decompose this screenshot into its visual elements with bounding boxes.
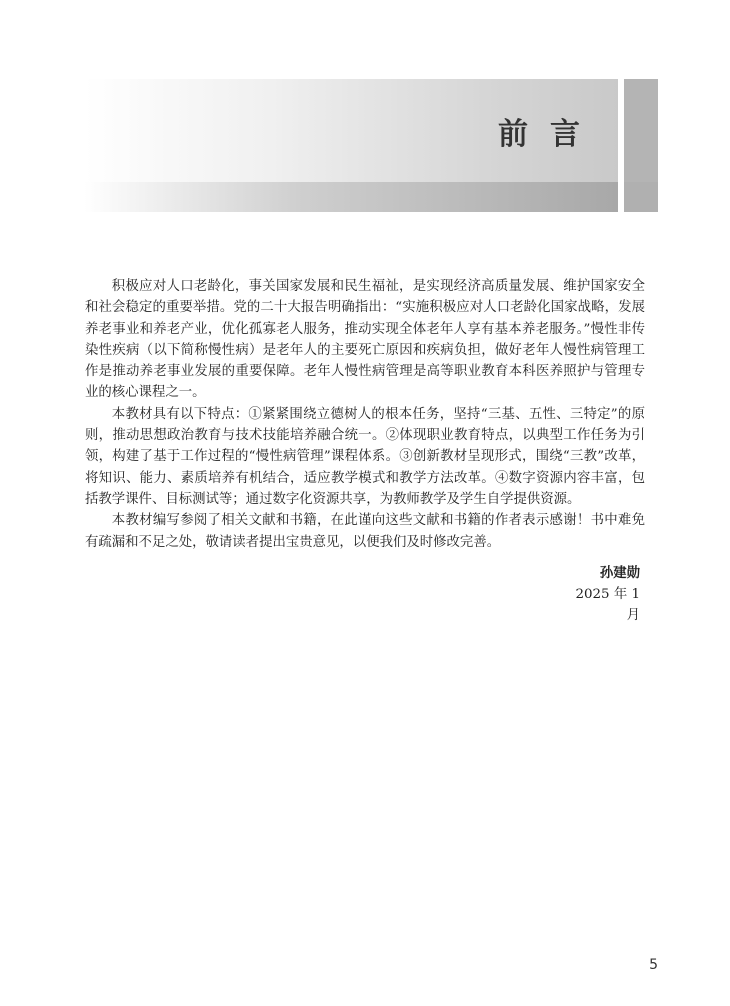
header-accent-block-small (624, 182, 658, 212)
paragraph-1: 积极应对人口老龄化，事关国家发展和民生福祉，是实现经济高质量发展、维护国家安全和社会稳定的重要举措。党的二十大报告明确指出：“实施积极应对人口老龄化国家战略，发展养老事业和养老产业，优化孤寡老人服务，推动实现全体老年人享有基本养老服务。”慢性非传染性疾病（以下简称慢性病）是老年人的主要死亡原因和疾病负担，做好老年人慢性病管理工作是推动养老事业发展的重要保障。老年人慢性病管理是高等职业教育本科医养照护与管理专业的核心课程之一。 (85, 279, 645, 401)
header-underline-bar (84, 182, 618, 212)
header-accent-block (624, 79, 658, 182)
signature-block (560, 563, 640, 626)
author-name: 孙建勋 (599, 566, 640, 581)
signature-date: 2025 年 1 月 (575, 587, 640, 623)
page-title: 前言 (498, 116, 602, 152)
page-number: 5 (649, 957, 658, 973)
paragraph-2: 本教材具有以下特点：①紧紧围绕立德树人的根本任务，坚持“三基、五性、三特定”的原则，推动思想政治教育与技术技能培养融合统一。②体现职业教育特点，以典型工作任务为引领，构建了基于工作过程的“慢性病管理”课程体系。③创新教材呈现形式，围绕“三教”改革，将知识、能力、素质培养有机结合，适应教学模式和教学方法改革。④数字资源内容丰富，包括教学课件、目标测试等；通过数字化资源共享，为教师教学及学生自学提供资源。 (85, 406, 645, 507)
paragraph-3: 本教材编写参阅了相关文献和书籍，在此谨向这些文献和书籍的作者表示感谢！书中难免有疏漏和不足之处，敬请读者提出宝贵意见，以便我们及时修改完善。 (85, 513, 645, 550)
preface-body (85, 276, 645, 553)
